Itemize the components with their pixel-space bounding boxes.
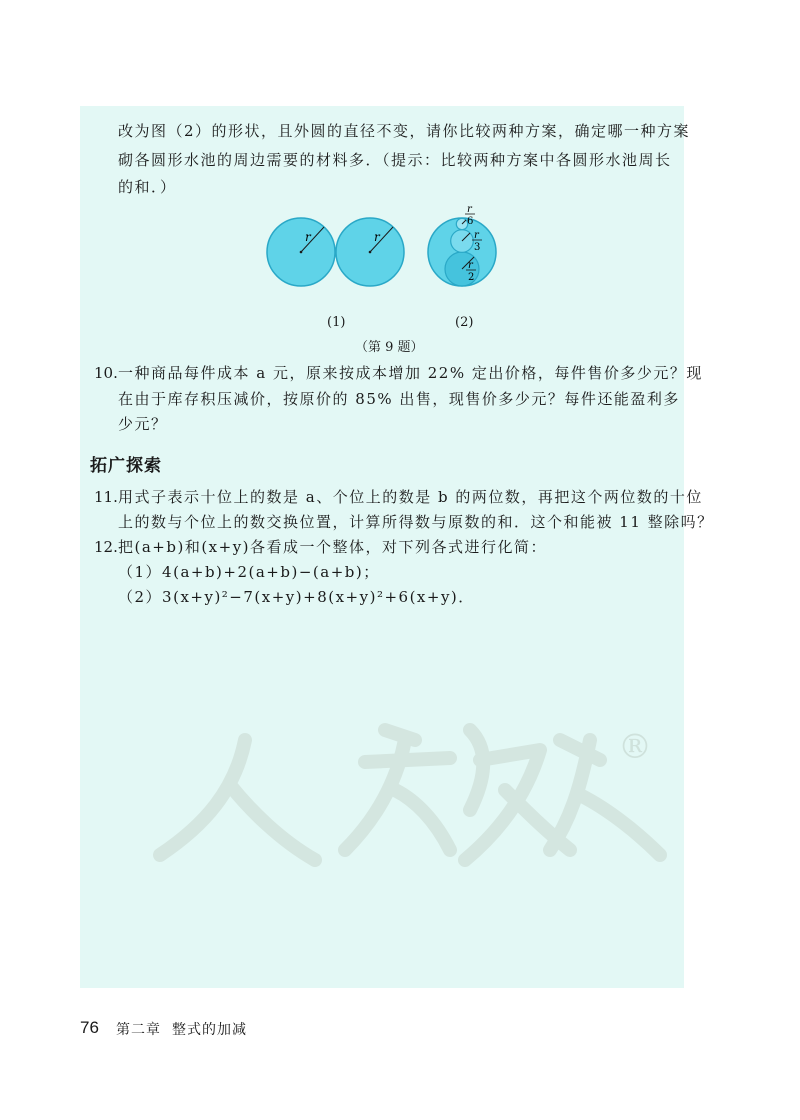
section-title: 拓广探索 xyxy=(90,456,162,476)
figure-caption-2: (2) xyxy=(455,315,474,330)
frac-r6-den: 6 xyxy=(467,216,474,227)
radius-label-right: r xyxy=(374,230,380,244)
problem12-line1: 把(a+b)和(x+y)各看成一个整体，对下列各式进行化简： xyxy=(118,538,548,556)
radius-label-left: r xyxy=(305,230,311,244)
figure-caption-1: (1) xyxy=(327,315,346,330)
watermark-logo xyxy=(150,700,670,870)
problem11-line2: 上的数与个位上的数交换位置，计算所得数与原数的和．这个和能被 11 整除吗？ xyxy=(118,513,714,531)
page-number: 76 xyxy=(80,1018,99,1037)
registered-mark: ® xyxy=(618,727,652,767)
frac-r2-num: r xyxy=(468,260,473,271)
problem9-line3: 的和．） xyxy=(118,178,177,196)
circle-figure xyxy=(260,200,520,330)
problem12-sub2: （2）3(x+y)²−7(x+y)+8(x+y)²+6(x+y)． xyxy=(118,588,475,606)
figure-1 xyxy=(267,218,404,286)
chapter-label: 第二章 xyxy=(116,1022,161,1038)
frac-r6-num: r xyxy=(467,204,472,215)
problem9-line1: 改为图（2）的形状，且外圆的直径不变，请你比较两种方案，确定哪一种方案 xyxy=(118,122,691,140)
frac-r2-den: 2 xyxy=(468,272,475,283)
problem9-line2: 砌各圆形水池的周边需要的材料多．（提示：比较两种方案中各圆形水池周长 xyxy=(118,151,672,169)
problem12-number: 12. xyxy=(94,538,118,556)
problem10-line2: 在由于库存积压减价，按原价的 85% 出售，现售价多少元？每件还能盈利多 xyxy=(118,390,680,408)
frac-r3-num: r xyxy=(474,230,479,241)
chapter-title: 整式的加减 xyxy=(172,1022,247,1038)
problem11-line1: 用式子表示十位上的数是 a、个位上的数是 b 的两位数，再把这个两位数的十位 xyxy=(118,488,703,506)
problem10-number: 10. xyxy=(94,364,118,382)
problem10-line1: 一种商品每件成本 a 元，原来按成本增加 22% 定出价格，每件售价多少元？现 xyxy=(118,364,703,382)
problem9-caption: （第 9 题） xyxy=(355,340,424,355)
problem11-number: 11. xyxy=(94,488,118,506)
problem10-line3: 少元？ xyxy=(118,415,168,433)
problem12-sub1: （1）4(a+b)+2(a+b)−(a+b)； xyxy=(118,563,380,581)
frac-r3-den: 3 xyxy=(474,242,481,253)
figure-2 xyxy=(428,204,496,286)
